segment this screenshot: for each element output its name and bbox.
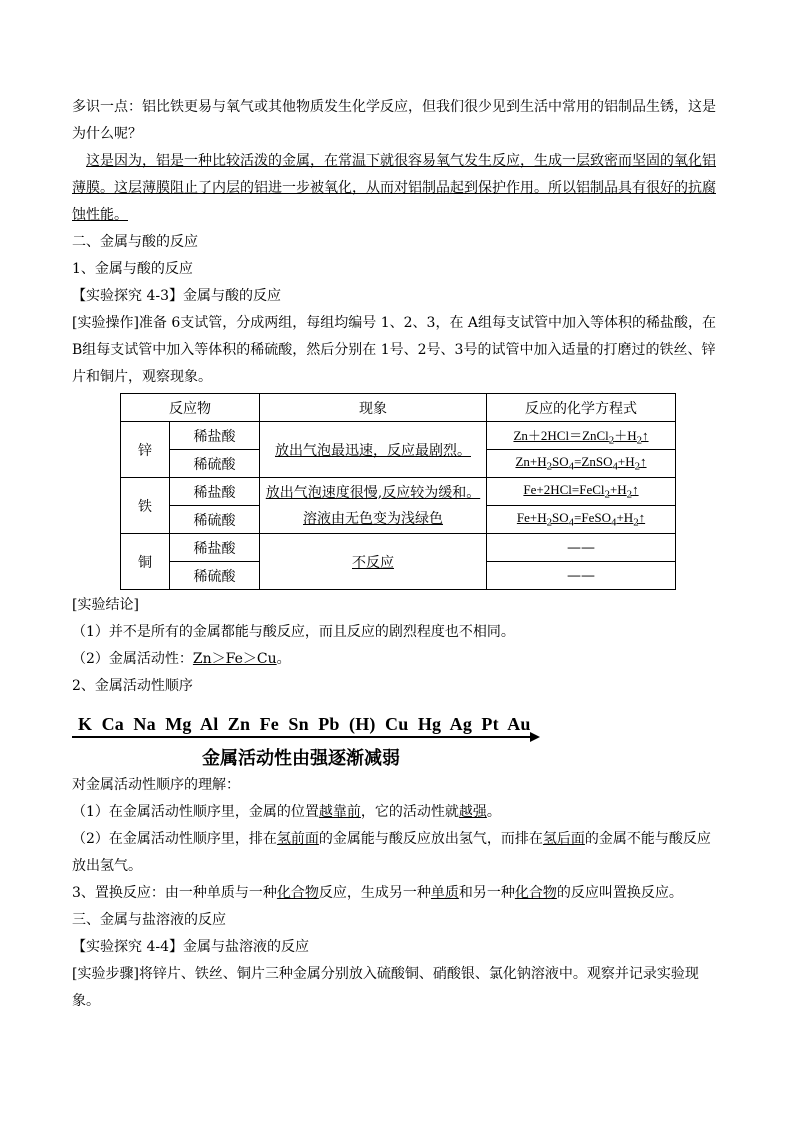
section-heading-metal-acid: 二、金属与酸的反应 bbox=[72, 234, 198, 250]
displacement-reaction: 3、置换反应：由一种单质与一种化合物反应，生成另一种单质和另一种化合物的反应叫置换反应。 bbox=[72, 885, 683, 901]
conclusion-1: （1）并不是所有的金属都能与酸反应，而且反应的剧烈程度也不相同。 bbox=[72, 624, 515, 640]
extra-knowledge-answer: 这是因为，铝是一种比较活泼的金属，在常温下就很容易氧气发生反应，生成一层致密而坚固的氧化铝薄膜。这层薄膜阻止了内层的铝进一步被氧化，从而对铝制品起到保护作用。所以铝制品具有很好的抗腐蚀性能。 bbox=[72, 153, 716, 223]
experiment-steps: [实验步骤]将锌片、铁丝、铜片三种金属分别放入硫酸铜、硝酸银、氯化钠溶液中。观察并记录实验现象。 bbox=[72, 966, 699, 1009]
equation-none: —— bbox=[487, 562, 676, 590]
activity-series-metals: K Ca Na Mg Al Zn Fe Sn Pb (H) Cu Hg Ag Pt Au bbox=[78, 714, 531, 734]
acid-cell: 稀硫酸 bbox=[170, 562, 260, 590]
equation-fe-hcl: $Fe+2HCl=FeCl_2+H_2↑$ bbox=[523, 482, 639, 501]
experiment-operation: [实验操作]准备 6支试管，分成两组，每组均编号 1、2、3，在 A组每支试管中加入等体积的稀盐酸，在 B组每支试管中加入等体积的稀硫酸，然后分别在 1号、2号、3号的试管中加入适量的打磨过的铁丝、锌片和铜片，观察现象。 bbox=[72, 315, 717, 385]
zinc-phenomenon: 放出气泡最迅速，反应最剧烈。 bbox=[275, 442, 471, 459]
acid-cell: 稀盐酸 bbox=[170, 478, 260, 506]
activity-order: Zn＞Fe＞Cu bbox=[192, 651, 277, 667]
experiment-4-4-title: 【实验探究 4-4】金属与盐溶液的反应 bbox=[72, 939, 309, 955]
equation-zn-hcl: $Zn+2HCl=ZnCl_2+H_2↑$ bbox=[513, 427, 649, 447]
activity-series-caption: 金属活动性由强逐渐减弱 bbox=[202, 748, 400, 769]
conclusion-2: （2）金属活动性：Zn＞Fe＞Cu。 bbox=[72, 651, 291, 667]
subheading-metal-acid: 1、金属与酸的反应 bbox=[72, 261, 193, 277]
subheading-activity-series: 2、金属活动性顺序 bbox=[72, 678, 193, 694]
header-reactant: 反应物 bbox=[121, 394, 260, 422]
section-heading-metal-salt: 三、金属与盐溶液的反应 bbox=[72, 912, 226, 928]
acid-cell: 稀硫酸 bbox=[170, 450, 260, 478]
acid-cell: 稀硫酸 bbox=[170, 506, 260, 534]
metal-copper: 铜 bbox=[121, 534, 170, 590]
iron-phenomenon-1: 放出气泡速度很慢,反应较为缓和。 bbox=[265, 484, 481, 501]
activity-arrow-line bbox=[72, 736, 534, 738]
acid-cell: 稀盐酸 bbox=[170, 534, 260, 562]
table-row bbox=[121, 534, 676, 562]
understanding-2: （2）在金属活动性顺序里，排在氢前面的金属能与酸反应放出氢气，而排在氢后面的金属不能与酸反应放出氢气。 bbox=[72, 831, 711, 874]
equation-fe-h2so4: $Fe+H_2SO_4=FeSO_4+H_2↑$ bbox=[516, 510, 646, 529]
equation-zn-h2so4: $Zn+H_2SO_4=ZnSO_4+H_2↑$ bbox=[515, 454, 647, 473]
extra-knowledge-question: 多识一点：铝比铁更易与氧气或其他物质发生化学反应，但我们很少见到生活中常用的铝制品生锈，这是为什么呢？ bbox=[72, 99, 716, 142]
iron-phenomenon-2: 溶液由无色变为浅绿色 bbox=[303, 510, 443, 527]
header-equation: 反应的化学方程式 bbox=[487, 394, 676, 422]
acid-cell: 稀盐酸 bbox=[170, 422, 260, 450]
document-page bbox=[72, 94, 724, 1015]
reaction-table bbox=[120, 393, 676, 590]
experiment-4-3-title: 【实验探究 4-3】金属与酸的反应 bbox=[72, 288, 281, 304]
copper-phenomenon: 不反应 bbox=[352, 554, 394, 571]
table-header-row bbox=[121, 394, 676, 422]
understanding-heading: 对金属活动性顺序的理解： bbox=[72, 777, 240, 793]
metal-zinc: 锌 bbox=[121, 422, 170, 478]
table-row bbox=[121, 478, 676, 506]
conclusion-heading: [实验结论] bbox=[72, 597, 139, 613]
equation-none: —— bbox=[487, 534, 676, 562]
header-phenomenon: 现象 bbox=[260, 394, 487, 422]
arrow-right-icon bbox=[530, 732, 540, 742]
understanding-1: （1）在金属活动性顺序里，金属的位置越靠前，它的活动性就越强。 bbox=[72, 804, 501, 820]
activity-series-diagram bbox=[72, 714, 724, 772]
table-row bbox=[121, 422, 676, 450]
metal-iron: 铁 bbox=[121, 478, 170, 534]
